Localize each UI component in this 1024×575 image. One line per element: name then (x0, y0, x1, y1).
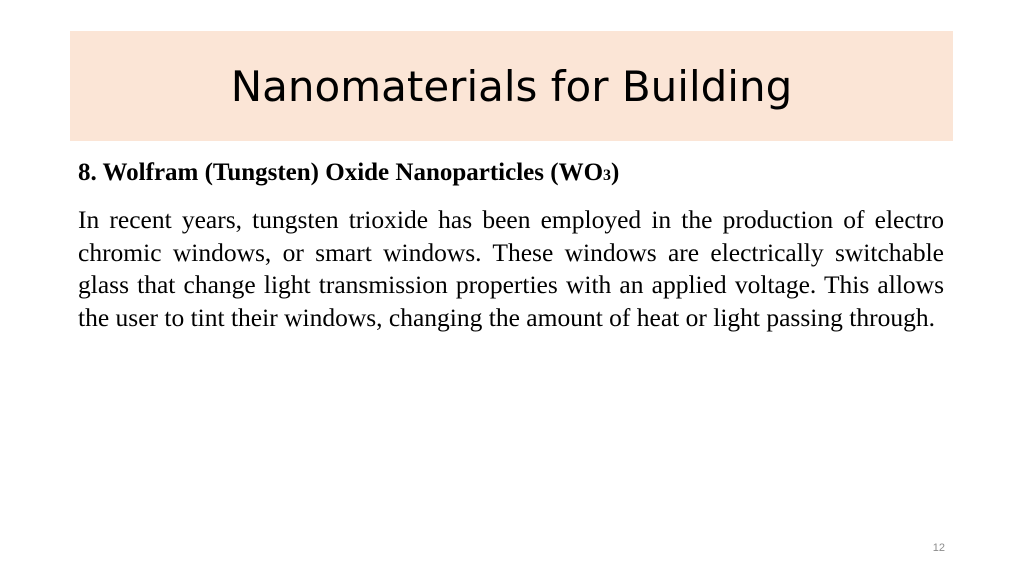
section-heading-close: ) (611, 159, 620, 186)
title-band (70, 31, 953, 141)
page-number: 12 (932, 542, 945, 554)
slide-title: Nanomaterials for Building (230, 61, 793, 111)
slide-content (78, 155, 944, 334)
body-paragraph: In recent years, tungsten trioxide has been employed in the production of electro chromic windows, or smart windows. These windows are electrically switchable glass that change light transmission properties with an applied voltage. This allows the user to tint their windows, changing the amount of heat or light passing through. (78, 205, 944, 332)
section-heading-subscript: 3 (603, 167, 612, 184)
section-heading-text: 8. Wolfram (Tungsten) Oxide Nanoparticles (WO (78, 159, 604, 186)
section-heading (78, 155, 944, 194)
